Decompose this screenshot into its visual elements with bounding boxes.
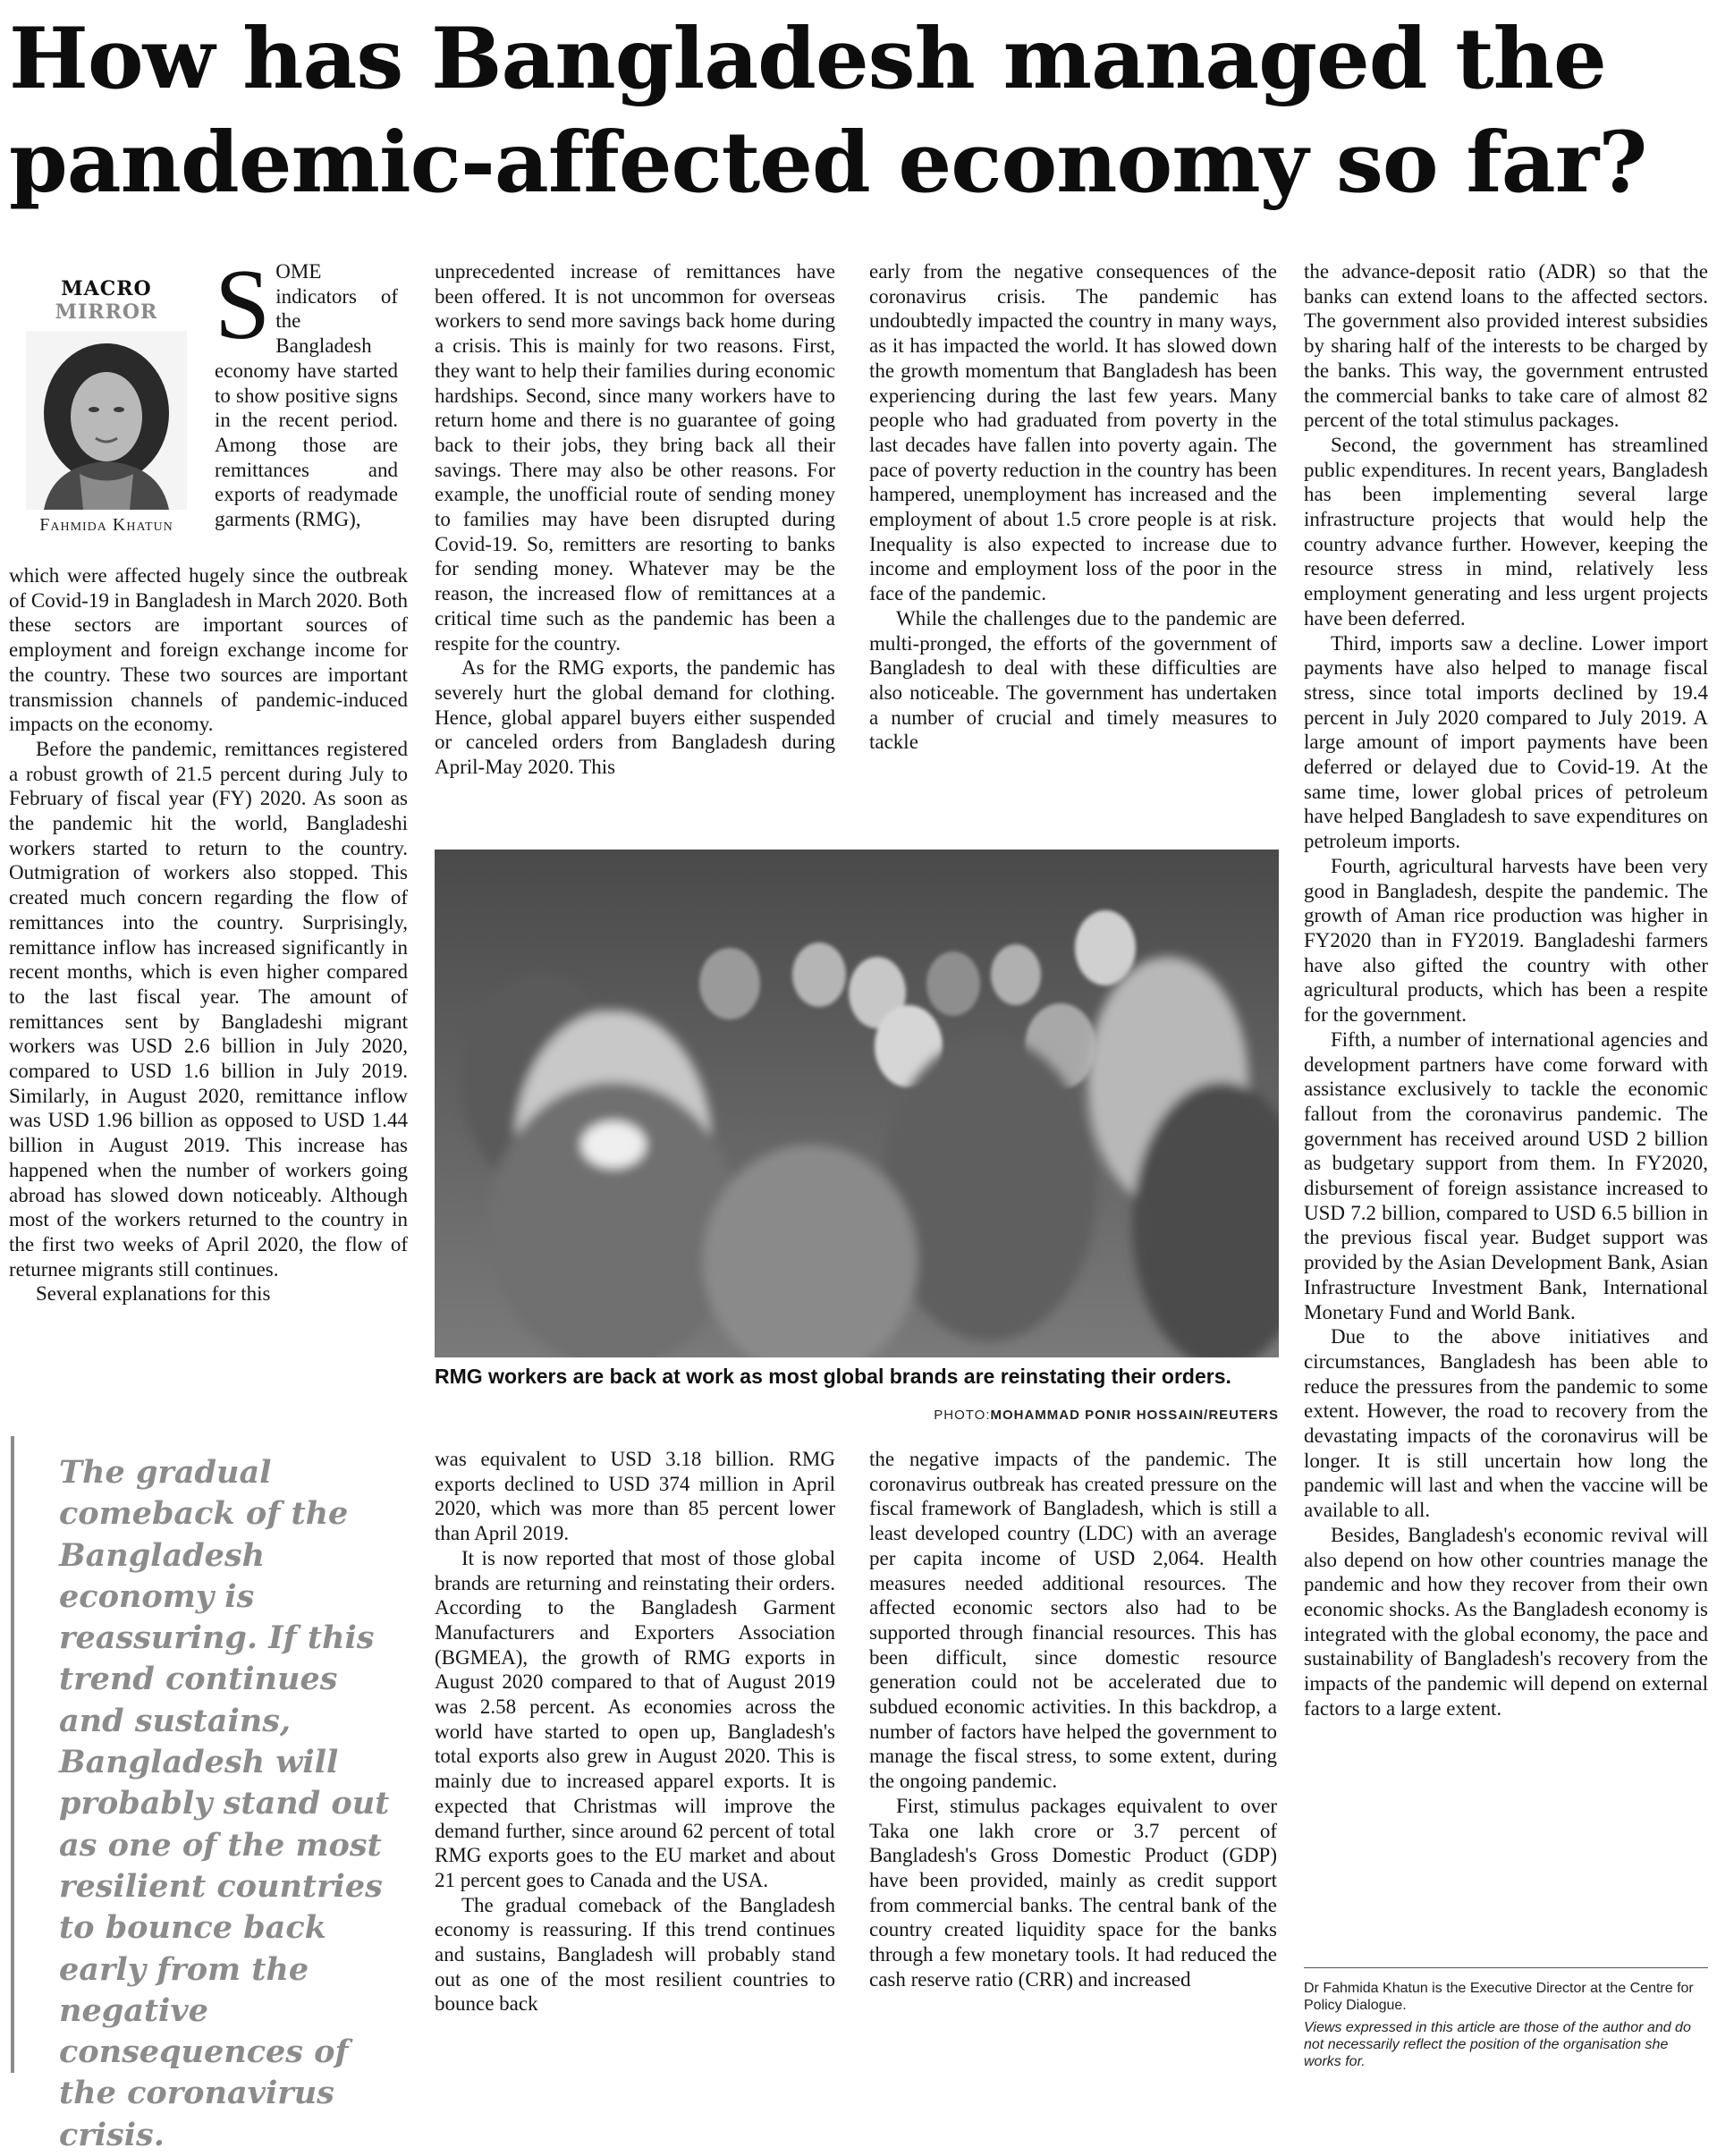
paragraph: the advance-deposit ratio (ADR) so that the banks can extend loans to the affected sectors. The government also provided interest subsidies by sharing half of the interests to be charged by the banks. This way, the government entrusted the commercial banks to take care of almost 82 percent of the total stimulus packages. <box>1304 260 1708 432</box>
photo-credit <box>435 1408 1279 1423</box>
column-subtitle: MIRROR <box>55 300 158 324</box>
article-column-2-top <box>435 259 835 837</box>
lead-text: OME indicators of the Bangladesh economy have started to show positive signs in the recent period. Among those are remittances and exports of readymade garments (RMG), <box>215 260 398 531</box>
paragraph: Second, the government has streamlined public expenditures. In recent years, Bangladesh has been implementing several large infrastructure projects that would help the country advance further. However, keeping the resource stress in mind, relatively less employment generating and less urgent projects have been deferred. <box>1304 433 1708 630</box>
paragraph: Due to the above initiatives and circumstances, Bangladesh has been able to reduce the pressures from the pandemic to some extent. However, the road to recovery from the devastating impacts of the coronavirus will be longer. It is still uncertain how long the pandemic will last and when the vaccine will be available to all. <box>1304 1325 1708 1522</box>
paragraph: which were affected hugely since the outbreak of Covid-19 in Bangladesh in March 2020. Both these sectors are important sources of employment and foreign exchange income for the country. These two sources are important transmission channels of pandemic-induced impacts on the economy. <box>9 564 408 736</box>
drop-cap: S <box>215 259 271 360</box>
paragraph: Before the pandemic, remittances registered a robust growth of 21.5 percent during July to February of fiscal year (FY) 2020. As soon as the pandemic hit the world, Bangladeshi workers started to return to the country. Outmigration of workers also stopped. This created much concern regarding the flow of remittances into the country. Surprisingly, remittance inflow has increased significantly in recent months, which is even higher compared to the last fiscal year. The amount of remittances sent by Bangladeshi migrant workers was USD 2.6 billion in July 2020, compared to USD 1.6 billion in July 2019. Similarly, in August 2020, remittance inflow was USD 1.96 billion as opposed to USD 1.44 billion in August 2019. This increase has happened when the number of workers going abroad has slowed down noticeably. Although most of the workers returned to the country in the first two weeks of April 2020, the flow of returnee migrants still continues. <box>9 737 408 1281</box>
paragraph: First, stimulus packages equivalent to over Taka one lakh crore or 3.7 percent of Bangladesh's Gross Domestic Product (GDP) have been provided, mainly as credit support from commercial banks. The central bank of the country created liquidity space for the banks through a few monetary tools. It had reduced the cash reserve ratio (CRR) and increased <box>869 1794 1277 1991</box>
paragraph: Several explanations for this <box>36 1282 271 1306</box>
author-name: Fahmida Khatun <box>39 515 173 535</box>
pull-quote-bar <box>11 1436 14 2073</box>
paragraph: Fourth, agricultural harvests have been very good in Bangladesh, despite the pandemic. The growth of Aman rice production was higher in FY2020 than in FY2019. Bangladeshi farmers have also gifted the country with other agricultural products, which has been a respite for the government. <box>1304 854 1708 1027</box>
footer-divider <box>1304 1967 1708 1968</box>
paragraph: While the challenges due to the pandemic are multi-pronged, the efforts of the government of Bangladesh to deal with these difficulties are also noticeable. The government has undertaken a number of crucial and timely measures to tackle <box>869 606 1277 754</box>
pull-quote: The gradual comeback of the Bangladesh economy is reassuring. If this trend continues and sustains, Bangladesh will probably stand out as one of the most resilient countries to bounce back early from the negative consequences of the coronavirus crisis. <box>59 1454 390 2153</box>
article-column-4 <box>1304 259 1708 1958</box>
column-title: MACRO <box>61 277 152 300</box>
paragraph: As for the RMG exports, the pandemic has severely hurt the global demand for clothing. Hence, global apparel buyers either suspended or canceled orders from Bangladesh during April-May 2020. This <box>435 656 835 779</box>
paragraph: Fifth, a number of international agencies and development partners have come forward with assistance exclusively to tackle the economic fallout from the coronavirus pandemic. The government has received around USD 2 billion as budgetary support from them. In FY2020, disbursement of foreign assistance increased to USD 7.2 billion, compared to USD 6.5 billion in the previous fiscal year. Budget support was provided by the Asian Development Bank, Asian Infrastructure Investment Bank, International Monetary Fund and World Bank. <box>1304 1027 1708 1323</box>
photo-credit-prefix: PHOTO: <box>934 1408 991 1423</box>
article-column-3-top <box>869 259 1277 837</box>
author-bio: Dr Fahmida Khatun is the Executive Director at the Centre for Policy Dialogue. <box>1304 1981 1694 2013</box>
news-photo <box>435 850 1279 1357</box>
photo-credit-name: MOHAMMAD PONIR HOSSAIN/REUTERS <box>990 1408 1279 1423</box>
disclaimer: Views expressed in this article are those of the author and do not necessarily reflect the position of the organisation she works for. <box>1304 2020 1691 2069</box>
paragraph: was equivalent to USD 3.18 billion. RMG exports declined to USD 374 million in April 2020, which was more than 85 percent lower than April 2019. <box>435 1448 835 1545</box>
paragraph: Besides, Bangladesh's economic revival will also depend on how other countries manage the pandemic and how they recover from their own economic shocks. As the Bangladesh economy is integrated with the global economy, the pace and sustainability of Bangladesh's recovery from the impacts of the pandemic will depend on external factors to a large extent. <box>1304 1523 1708 1720</box>
paragraph: early from the negative consequences of the coronavirus crisis. The pandemic has undoubtedly impacted the country in many ways, as it has impacted the world. It has slowed down the growth momentum that Bangladesh has been experiencing during the last few years. Many people who had graduated from poverty in the last decades have fallen into poverty again. The pace of poverty reduction in the country has been hampered, unemployment has increased and the employment of about 1.5 crore people is at risk. Inequality is also expected to increase due to income and employment loss of the poor in the face of the pandemic. <box>869 260 1277 605</box>
photo-caption: RMG workers are back at work as most global brands are reinstating their orders. <box>435 1365 1231 1388</box>
author-portrait <box>26 331 187 510</box>
article-column-3-bottom <box>869 1447 1277 2073</box>
paragraph: It is now reported that most of those global brands are returning and reinstating their orders. According to the Bangladesh Garment Manufacturers and Exporters Association (BGMEA), the growth of RMG exports in August 2020 compared to that of August 2019 was 2.58 percent. As economies across the world have started to open up, Bangladesh's total exports also grew in August 2020. This is mainly due to increased apparel exports. It is expected that Christmas will improve the demand further, since around 62 percent of total RMG exports goes to the EU market and about 21 percent goes to Canada and the USA. <box>435 1546 835 1891</box>
paragraph: Third, imports saw a decline. Lower import payments have also helped to manage fiscal stress, since total imports declined by 19.4 percent in July 2020 compared to July 2019. A large amount of import payments have been deferred or delayed due to Covid-19. At the same time, lower global prices of petroleum have helped Bangladesh to save expenditures on petroleum imports. <box>1304 631 1708 853</box>
paragraph: the negative impacts of the pandemic. The coronavirus outbreak has created pressure on the fiscal framework of Bangladesh, which is still a least developed country (LDC) with an average per capita income of USD 2,064. Health measures needed additional resources. The affected economic sectors also had to be supported through financial resources. This has been difficult, since domestic resource generation could not be accelerated due to subdued economic activities. In this backdrop, a number of factors have helped the government to manage the fiscal stress, to some extent, during the ongoing pandemic. <box>869 1448 1277 1793</box>
byline-box <box>9 265 204 533</box>
lead-paragraph <box>215 259 398 532</box>
headline: How has Bangladesh managed the pandemic-affected economy so far? <box>9 10 1647 212</box>
article-column-1 <box>9 563 408 1404</box>
paragraph: The gradual comeback of the Bangladesh economy is reassuring. If this trend continues and sustains, Bangladesh will probably stand out as one of the most resilient countries to bounce back <box>435 1893 835 2016</box>
article-column-2-bottom <box>435 1447 835 2073</box>
paragraph: unprecedented increase of remittances have been offered. It is not uncommon for overseas workers to send more savings back home during a crisis. This is mainly for two reasons. First, they want to help their families during economic hardships. Second, since many workers have to return home and there is no guarantee of going back to their jobs, they bring back all their savings. There may also be other reasons. For example, the unofficial route of sending money to families may have been disrupted during Covid-19. So, remitters are resorting to banks for sending money. Whatever may be the reason, the increased flow of remittances at a critical time such as the pandemic has been a respite for the country. <box>435 260 835 655</box>
